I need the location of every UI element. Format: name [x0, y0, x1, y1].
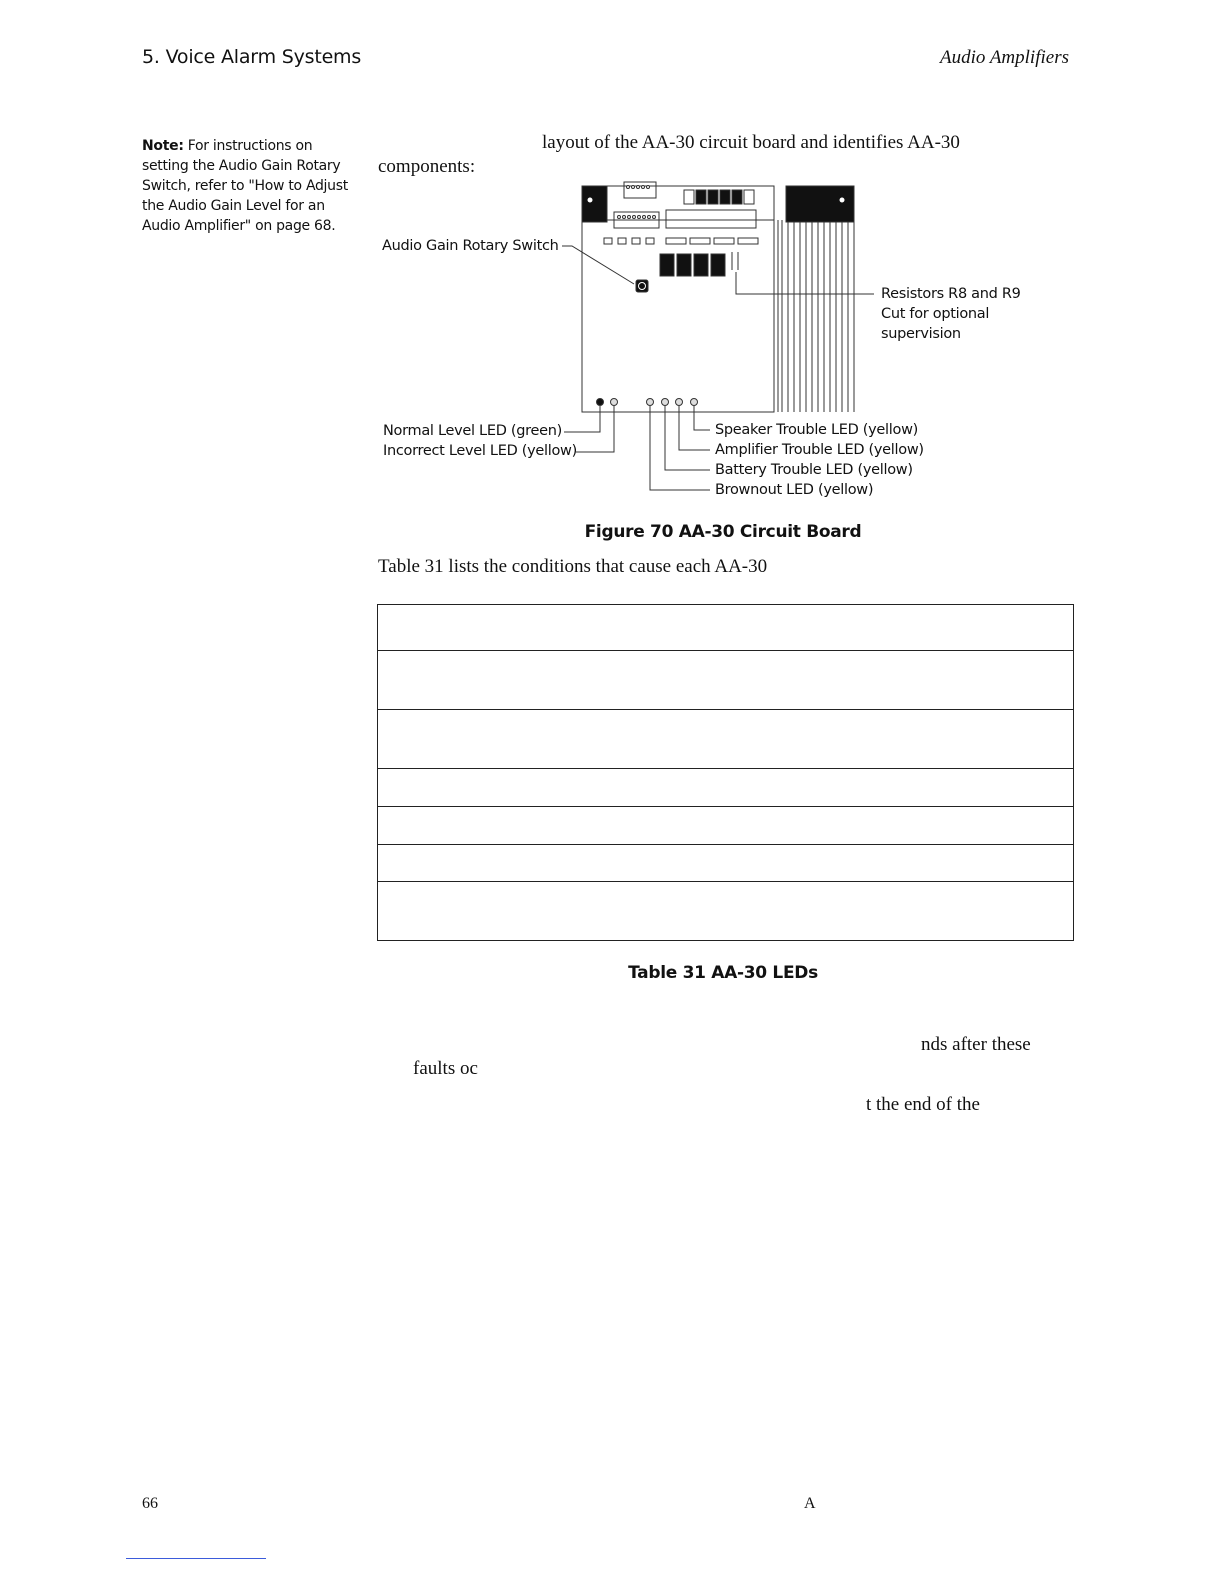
ic-3: [694, 254, 708, 276]
led-brownout: [647, 399, 654, 406]
mount-left: [582, 186, 607, 222]
page-number: 66: [142, 1495, 158, 1512]
footer-rule: [126, 1558, 266, 1559]
ribbon-cable: [774, 220, 854, 412]
led-incorrect: [611, 399, 618, 406]
led-amplifier: [676, 399, 683, 406]
callout-amplifier-led: Amplifier Trouble LED (yellow): [715, 442, 924, 458]
footer-mark: A: [804, 1495, 816, 1512]
side-note: [142, 136, 360, 236]
circuit-board-figure: [376, 180, 1076, 510]
table-row: [378, 769, 1074, 807]
table-intro: Table 31 lists the conditions that cause each AA-30: [378, 556, 768, 577]
circuit-board-drawing: [376, 180, 1076, 510]
table-row: [378, 882, 1074, 941]
led-normal: [597, 399, 604, 406]
led-battery: [662, 399, 669, 406]
chapter-header: 5. Voice Alarm Systems: [142, 46, 362, 68]
led-table: [377, 604, 1074, 941]
led-speaker: [691, 399, 698, 406]
table-row: [378, 651, 1074, 710]
table-row: [378, 845, 1074, 882]
section-header: Audio Amplifiers: [940, 47, 1069, 68]
figure-caption: Figure 70 AA-30 Circuit Board: [584, 522, 862, 542]
text-fragment-1: nds after these: [921, 1034, 1031, 1055]
ic-2: [677, 254, 691, 276]
callout-brownout-led: Brownout LED (yellow): [715, 482, 874, 498]
table-row: [378, 605, 1074, 651]
rotary-switch: [636, 280, 648, 292]
table-row: [378, 807, 1074, 845]
mount-right: [786, 186, 854, 222]
note-label: Note:: [142, 138, 184, 154]
callout-resistors-1: Resistors R8 and R9: [881, 286, 1021, 302]
callout-audio-gain: Audio Gain Rotary Switch: [382, 238, 559, 254]
callout-normal-led: Normal Level LED (green): [383, 423, 562, 439]
text-fragment-2: faults oc: [413, 1058, 478, 1079]
ic-1: [660, 254, 674, 276]
callout-incorrect-led: Incorrect Level LED (yellow): [383, 443, 577, 459]
callout-resistors-2: Cut for optional: [881, 306, 990, 322]
note-text: For instructions on setting the Audio Gain Rotary Switch, refer to "How to Adjust the Audio Gain Level for an Audio Amplifier" on page 68.: [142, 138, 348, 234]
ic-4: [711, 254, 725, 276]
top-connector: [624, 182, 656, 198]
intro-line-1: layout of the AA-30 circuit board and identifies AA-30: [542, 132, 960, 153]
callout-battery-led: Battery Trouble LED (yellow): [715, 462, 913, 478]
text-fragment-3: t the end of the: [866, 1094, 980, 1115]
callout-speaker-led: Speaker Trouble LED (yellow): [715, 422, 918, 438]
connector-right: [666, 210, 756, 228]
callout-resistors-3: supervision: [881, 326, 961, 342]
intro-line-2: components:: [378, 156, 476, 177]
table-row: [378, 710, 1074, 769]
terminal-blocks: [684, 190, 754, 204]
table-caption: Table 31 AA-30 LEDs: [628, 963, 818, 983]
